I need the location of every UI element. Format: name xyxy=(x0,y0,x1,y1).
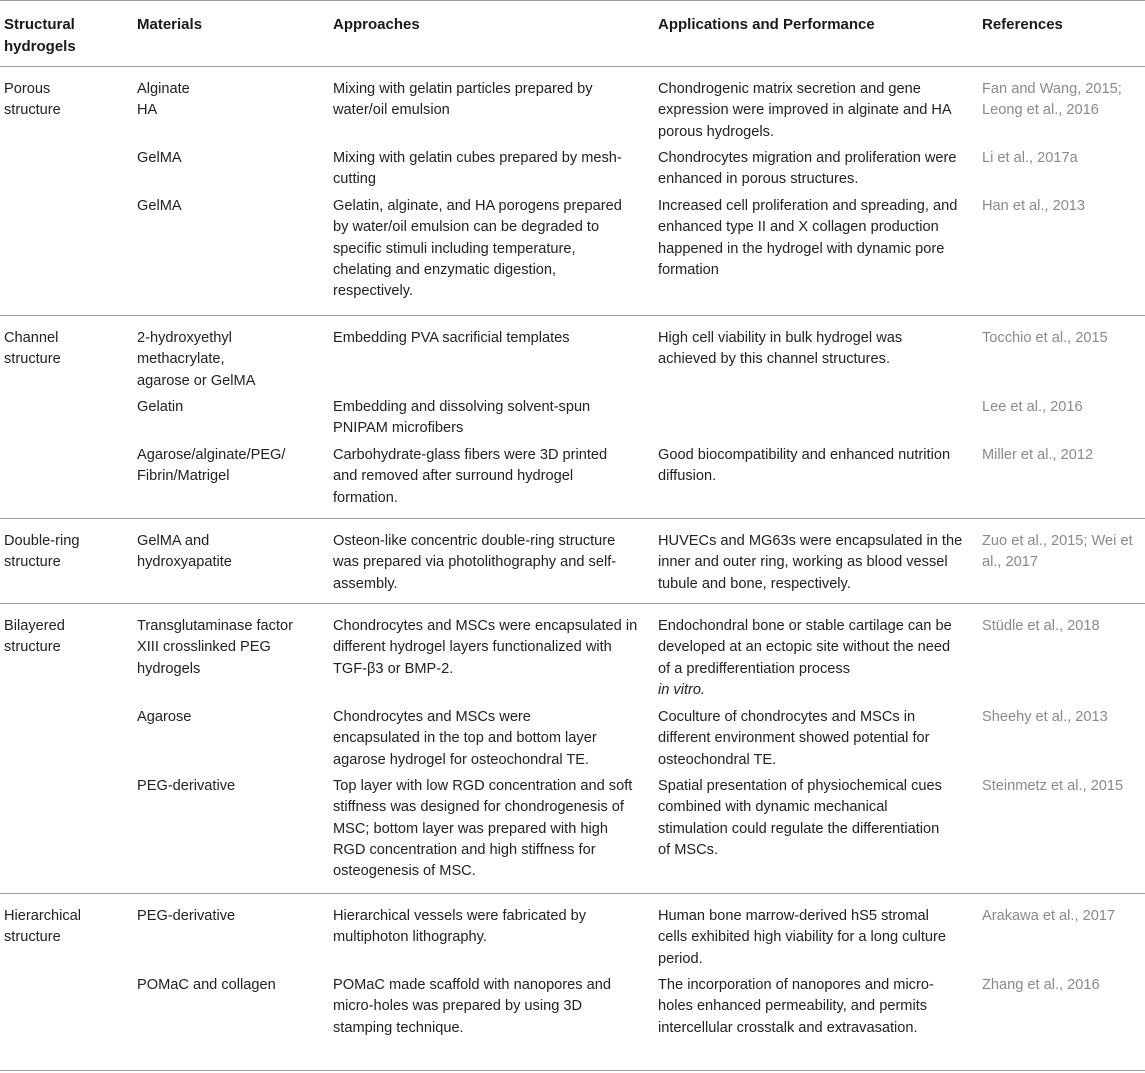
table-header xyxy=(0,0,1145,67)
cell-approaches: Gelatin, alginate, and HA porogens prepared by water/oil emulsion can be degraded to specific stimuli including temperature, chelating and enzymatic digestion, respectively. xyxy=(333,198,622,300)
cell-applications: The incorporation of nanopores and micro-holes enhanced permeability, and permits intercellular crosstalk and extravasation. xyxy=(658,977,934,1036)
cell-materials: Transglutaminase factor XIII crosslinked PEG hydrogels xyxy=(137,618,294,677)
cell-materials: Agarose/alginate/PEG/ Fibrin/Matrigel xyxy=(137,447,286,485)
group-hierarchical xyxy=(0,894,1145,1071)
cell-materials: GelMA and hydroxyapatite xyxy=(137,533,232,571)
group-channel xyxy=(0,316,1145,519)
cell-approaches: Carbohydrate-glass fibers were 3D printed and removed after surround hydrogel formation. xyxy=(333,447,608,506)
cell-applications: Human bone marrow-derived hS5 stromal cells exhibited high viability for a long culture period. xyxy=(658,908,946,967)
cell-applications: Increased cell proliferation and spreading, and enhanced type II and X collagen production happened in the hydrogel with dynamic pore formation xyxy=(658,198,958,278)
cell-materials: GelMA xyxy=(137,198,182,214)
header-references: References xyxy=(982,16,1063,33)
applications-italic-text: in vitro. xyxy=(658,681,706,698)
cell-materials: Gelatin xyxy=(137,399,184,415)
applications-text: Endochondral bone or stable cartilage can be developed at an ectopic site without the need of a predifferentiation process xyxy=(658,618,952,677)
cell-materials: PEG-derivative xyxy=(137,908,236,924)
cell-approaches: Mixing with gelatin particles prepared by water/oil emulsion xyxy=(333,81,593,119)
cell-approaches: Embedding and dissolving solvent-spun PNIPAM microfibers xyxy=(333,399,591,437)
cell-approaches: Embedding PVA sacrificial templates xyxy=(333,330,570,346)
cell-applications xyxy=(658,616,958,701)
cell-approaches: Osteon-like concentric double-ring structure was prepared via photolithography and self-assembly. xyxy=(333,533,617,592)
cell-materials: POMaC and collagen xyxy=(137,977,276,993)
cell-materials: 2-hydroxyethyl methacrylate, agarose or GelMA xyxy=(137,330,256,389)
group-label: Double-ring structure xyxy=(4,533,80,571)
cell-approaches: POMaC made scaffold with nanopores and micro-holes was prepared by using 3D stamping technique. xyxy=(333,977,611,1036)
group-label: Channel structure xyxy=(4,330,61,368)
cell-references: Zuo et al., 2015; Wei et al., 2017 xyxy=(982,533,1133,571)
cell-references: Arakawa et al., 2017 xyxy=(982,908,1116,924)
header-applications: Applications and Performance xyxy=(658,16,875,33)
group-porous xyxy=(0,67,1145,316)
cell-applications: Spatial presentation of physiochemical cues combined with dynamic mechanical stimulation could regulate the differentiation of MSCs. xyxy=(658,778,942,858)
cell-applications: HUVECs and MG63s were encapsulated in the inner and outer ring, working as blood vessel tubule and bone, respectively. xyxy=(658,533,963,592)
cell-applications: High cell viability in bulk hydrogel was achieved by this channel structures. xyxy=(658,330,903,368)
group-label: Hierarchical structure xyxy=(4,908,82,946)
cell-approaches: Chondrocytes and MSCs were encapsulated in the top and bottom layer agarose hydrogel for osteochondral TE. xyxy=(333,709,597,768)
cell-references: Lee et al., 2016 xyxy=(982,399,1083,415)
cell-references: Tocchio et al., 2015 xyxy=(982,330,1108,346)
header-approaches: Approaches xyxy=(333,16,420,33)
cell-materials: Alginate HA xyxy=(137,81,190,119)
cell-materials: PEG-derivative xyxy=(137,778,236,794)
cell-references: Stüdle et al., 2018 xyxy=(982,618,1100,634)
group-label: Bilayered structure xyxy=(4,618,65,656)
cell-references: Zhang et al., 2016 xyxy=(982,977,1100,993)
cell-materials: Agarose xyxy=(137,709,192,725)
cell-references: Han et al., 2013 xyxy=(982,198,1086,214)
cell-materials: GelMA xyxy=(137,150,182,166)
cell-applications: Chondrocytes migration and proliferation were enhanced in porous structures. xyxy=(658,150,957,188)
cell-references: Miller et al., 2012 xyxy=(982,447,1094,463)
group-label: Porous structure xyxy=(4,81,61,119)
cell-approaches: Mixing with gelatin cubes prepared by mesh-cutting xyxy=(333,150,622,188)
cell-applications: Good biocompatibility and enhanced nutrition diffusion. xyxy=(658,447,951,485)
header-materials: Materials xyxy=(137,16,203,33)
cell-references: Li et al., 2017a xyxy=(982,150,1078,166)
header-structure: Structural hydrogels xyxy=(4,16,76,55)
group-bilayered xyxy=(0,604,1145,894)
cell-approaches: Chondrocytes and MSCs were encapsulated in different hydrogel layers functionalized with TGF-β3 or BMP-2. xyxy=(333,618,638,677)
cell-references: Sheehy et al., 2013 xyxy=(982,709,1108,725)
cell-references: Fan and Wang, 2015; Leong et al., 2016 xyxy=(982,81,1122,119)
cell-applications: Coculture of chondrocytes and MSCs in different environment showed potential for osteochondral TE. xyxy=(658,709,930,768)
group-double-ring xyxy=(0,519,1145,604)
cell-references: Steinmetz et al., 2015 xyxy=(982,778,1124,794)
cell-approaches: Hierarchical vessels were fabricated by multiphoton lithography. xyxy=(333,908,587,946)
cell-applications: Chondrogenic matrix secretion and gene expression were improved in alginate and HA porous hydrogels. xyxy=(658,81,951,140)
cell-approaches: Top layer with low RGD concentration and soft stiffness was designed for chondrogenesis of MSC; bottom layer was prepared with high RGD concentration and high stiffness for osteogenesis of MSC. xyxy=(333,778,633,880)
